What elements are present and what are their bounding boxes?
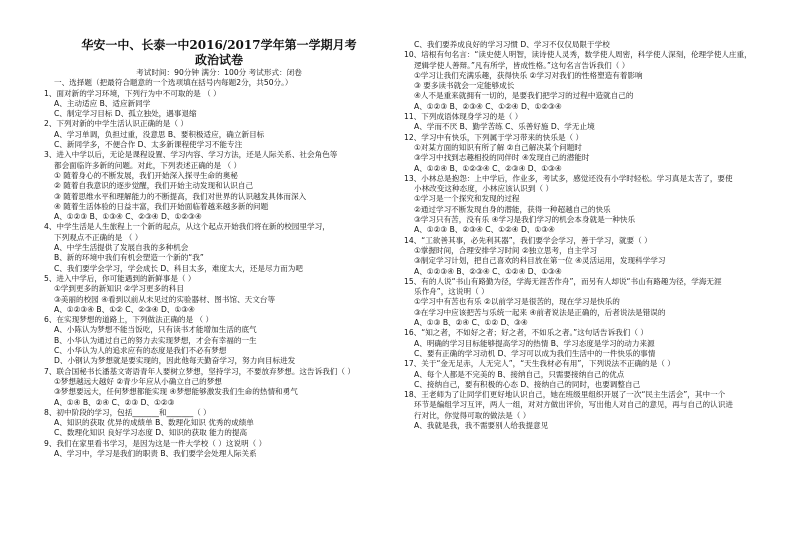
question-stem: 16、“知之者，不如好之者；好之者，不如乐之者。”这句话告诉我们（ ） [404, 328, 648, 338]
question-line: A、主动适应 B、适应新同学 [54, 98, 151, 108]
question-line: A、学而不厌 B、勤学苦练 C、乐善好施 D、学无止境 [414, 122, 595, 132]
question-line: ③ 随着思维水平和理解能力的不断提高，我们对世界的认识越发具体而深入 [54, 191, 307, 201]
question-line: A、小陈认为梦想不能当饭吃，只有读书才能增加生活的底气 [54, 325, 257, 335]
question-line: ① 随着身心的不断发展，我们开始深入探寻生命的奥秘 [54, 170, 238, 180]
question-line: ①学习中有苦也有乐 ②以前学习是很苦的，现在学习是快乐的 [414, 297, 620, 307]
exam-info: 考试时间：90分钟 满分：100分 考试形式：闭卷 [136, 68, 302, 77]
question-line: A、学习单调，负担过重，没意思 B、要积极适应，确立新目标 [54, 129, 265, 139]
question-stem: 2、下列对新的中学生活认识正确的是（ ） [44, 119, 188, 129]
question-line: 下列观点不正确的是 （ ） [54, 232, 143, 242]
question-line: D、小钢认为梦想就是要实现的，因此他每天勤奋学习，努力向目标进发 [54, 356, 296, 366]
question-line: ④人不是重来就拥有一切的，是要我们把学习的过程中造就自己的 [414, 91, 634, 101]
left-question-list [44, 89, 394, 460]
question-line: A、①②③④ B、②③④ C、①②④ D、①③④ [414, 266, 562, 276]
question-stem: 5、进入中学后，你可能遇到的新鲜事是（ ） [44, 273, 196, 283]
question-stem: 12、学习中有快乐，下列属于学习带来的快乐是（ ） [404, 132, 584, 142]
question-line: 都会面临许多新的问题。对此，下列表述正确的是 （ ） [54, 160, 242, 170]
question-stem: 13、小林总是抱怨：上中学后，作业多，考试多，感觉还没有小学时轻松。学习真是太苦了，要使 [404, 173, 733, 183]
question-stem: 9、我们在家里看书学习，是因为这是一件大学校（ ）这说明（ ） [44, 438, 267, 448]
section-heading: 一、选择题（把最符合题意的一个选项填在括号内每题2分，共50分。） [54, 78, 293, 88]
question-stem: 11、下列成语体现身学习的是（ ） [404, 112, 523, 122]
question-stem: 10、培根有句名言：“读史使人明智，读诗使人灵秀，数学使人周密，科学使人深刻，伦理学使人庄重， [404, 50, 752, 60]
question-line: A、①②③ B、②③④ C、①②④ D、①②③④ [414, 101, 562, 111]
question-line: ② 随着自我意识的逐步觉醒，我们开始主动发现和认识自己 [54, 181, 254, 191]
question-line: 小林改变这种态度，小林应该认识到（ ） [414, 184, 554, 194]
question-line: ③美丽的校园 ④看到以前从未见过的实验器材、图书馆、天文台等 [54, 294, 276, 304]
question-line: ③制定学习计划，把自己喜欢的科目放在第一位 ④灵活运用，发现科学学习 [414, 256, 666, 266]
question-line: ③学习中找到志趣相投的同伴时 ④发现自己的潜能时 [414, 153, 590, 163]
question-line: C、要有正确的学习动机 D、学习可以成为我们生活中的一件快乐的事情 [414, 348, 656, 358]
right-question-list [404, 40, 770, 431]
question-stem: 7、联合国秘书长潘基文寄语青年人要树立梦想，坚持学习，不要放弃梦想。这告诉我们（ ） [44, 366, 355, 376]
question-line: B、小华认为通过自己的努力去实现梦想，才会有幸福的一生 [54, 335, 257, 345]
question-line: C、我们要养成良好的学习习惯 D、学习不仅仅局限于学校 [414, 40, 610, 49]
question-line: ③在学习中应该把苦与乐统一起来 ④前者说法是正确的，后者说法是错误的 [414, 307, 666, 317]
question-line: A、学习中，学习是我们的职责 B、我们要学会处理人际关系 [54, 448, 257, 458]
question-line: A、①②③ B、②③④ C、①②④ D、①③④ [414, 225, 555, 235]
question-stem: 8、初中阶段的学习，包括_______和_______（ ） [44, 407, 211, 417]
question-line: A、①②③ B、①③④ C、②③④ D、①②③④ [54, 212, 202, 222]
question-line: ①掌握时间，合理安排学习时间 ②独立思考，自主学习 [414, 245, 598, 255]
question-line: ①学习是一个探究和发现的过程 [414, 194, 520, 204]
question-line: C、我们要学会学习，学会成长 D、科目太多，难度太大，还是尽力而为吧 [54, 263, 303, 273]
question-line: 行对比，你觉得可取的做法是（ ） [414, 410, 531, 420]
question-line: ④ 随着生活体验的日益丰富，我们开始面临着越来越多新的问题 [54, 201, 269, 211]
question-line: A、①④ B、②④ C、②③ D、①②③ [54, 397, 175, 407]
question-stem: 1、面对新的学习环境，下列行为中不可取的是 （ ） [44, 88, 221, 98]
question-line: 乐作舟”，这说明（ ） [414, 287, 489, 297]
left-column [44, 0, 394, 560]
question-stem: 18、王老师为了让同学们更好地认识自己，她在班级里组织开展了一次“民主生活会”，其中一个 [404, 390, 726, 400]
right-column [404, 0, 770, 560]
question-line: 环节是编组学习互评，两人一组，对对方做出评价，写出他人对自己的意见，再与自己的认识进 [414, 400, 733, 410]
exam-title: 华安一中、长泰一中2016/2017学年第一学期月考 [81, 38, 357, 52]
question-line: A、知识的获取 优异的成绩单 B、数理化知识 优秀的成绩单 [54, 418, 254, 428]
question-line: ③梦想要远大，任何梦想都能实现 ④梦想能够激发我们生命的热情和勇气 [54, 387, 298, 397]
question-line: A、明确的学习目标能够提高学习的热情 B、学习态度是学习的动力来源 [414, 338, 655, 348]
question-line: A、每个人都是不完美的 B、接纳自己，只需要接纳自己的优点 [414, 369, 625, 379]
question-line: A、①②③④ B、①② C、②③④ D、①③④ [54, 304, 195, 314]
exam-subtitle: 政治试卷 [194, 53, 243, 67]
question-line: 逻辑学使人善辩。”凡有所学，皆成性格。”这句名言告诉我们（ ） [414, 60, 630, 70]
question-line: A、中学生活提供了发展自我的多种机会 [54, 243, 189, 253]
question-stem: 3、进入中学以后，无论是课程设置、学习内容、学习方法，还是人际关系、社会角色等 [44, 150, 338, 160]
question-line: C、新同学多，不便合作 D、太多新课程使学习不能专注 [54, 140, 243, 150]
question-line: ①学习让我们充满乐趣，获得快乐 ②学习对我们的性格塑造有着影响 [414, 70, 643, 80]
question-line: A、①③ B、②④ C、①② D、③④ [414, 318, 528, 328]
question-stem: 14、“工欲善其事，必先利其器”，我们要学会学习，善于学习，就要（ ） [404, 235, 652, 245]
question-stem: 4、中学生活是人生旅程上一个新的起点，从这个起点开始我们将在新的校园里学习， [44, 222, 330, 232]
question-stem: 15、有的人说“书山有路勤为径，学海无涯苦作舟”，而另有人却说“书山有路趣为径，学海无涯 [404, 276, 722, 286]
question-line: ③学习只有苦，没有乐 ④学习是我们学习的机会本身就是一种快乐 [414, 215, 636, 225]
question-line: ①梦想越远大越好 ②青少年应从小确立自己的梦想 [54, 376, 222, 386]
question-line: C、小华认为人的追求应有的态度是我们不必有梦想 [54, 346, 227, 356]
question-line: ③ 要多读书就会一定能够成长 [414, 81, 515, 91]
question-line: ①学到更多的新知识 ②学习更多的科目 [54, 284, 184, 294]
question-line: C、接纳自己，要有积极的心态 D、接纳自己的同时，也要调整自己 [414, 379, 641, 389]
question-line: C、数理化知识 良好学习态度 D、知识的获取 能力的提高 [54, 428, 248, 438]
question-stem: 6、在实现梦想的道路上，下列做法正确的是 （ ） [44, 315, 214, 325]
question-stem: 17、关于“金无足赤，人无完人”，“天生我材必有用”，下列说法不正确的是（ ） [404, 359, 675, 369]
question-line: ②通过学习不断发现自身的潜能，获得一种超越自己的快乐 [414, 204, 611, 214]
question-line: A、①②④ B、①②③④ C、②③④ D、①③④ [414, 163, 562, 173]
question-line: B、新的环境中我们有机会塑造一个新的“我” [54, 253, 204, 263]
question-line: ①对某方面的知识有所了解 ②自己解决某个问题时 [414, 142, 582, 152]
question-line: A、我就是我，我不需要别人给我提意见 [414, 420, 549, 430]
question-line: C、制定学习目标 D、孤立独处，遇事退缩 [54, 109, 197, 119]
